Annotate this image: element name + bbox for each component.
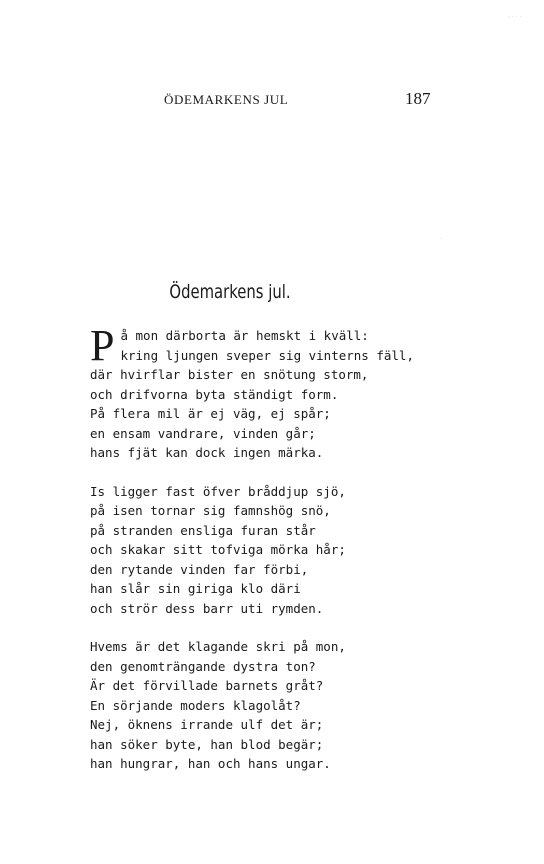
page-number: 187 [405,89,431,108]
verse-line: kring ljungen sveper sig vinterns fäll, [120,347,414,363]
drop-initial: P [90,321,115,370]
speck-mark: · [440,236,442,243]
stanza-2 [90,482,420,619]
verse-line: han hungrar, han och hans ungar. [90,756,331,771]
poem-body [90,321,420,793]
verse-line: å mon därborta är hemskt i kväll: [120,328,369,343]
verse-line: han slår sin giriga klo däri [90,581,301,596]
verse-line: på stranden ensliga furan står [90,522,316,538]
verse-line: Is ligger fast öfver bråddjup sjö, [90,483,346,499]
verse-line: På flera mil är ej väg, ej spår; [90,406,331,421]
verse-line: den rytande vinden far förbi, [90,561,309,577]
verse-line: där hvirflar bister en snötung storm, [90,367,369,382]
verse-line: och skakar sitt tofviga mörka hår; [90,542,346,557]
verse-line: Nej, öknens irrande ulf det är; [90,717,324,732]
running-title: ÖDEMARKENS JUL [164,92,289,107]
verse-line: Hvems är det klagande skri på mon, [90,639,346,654]
verse-line: Är det förvillade barnets gråt? [90,678,324,693]
running-head [0,89,544,112]
verse-line: han söker byte, han blod begär; [90,736,324,752]
verse-line: En sörjande moders klagolåt? [90,697,301,713]
verse-line: och strör dess barr uti rymden. [90,600,324,616]
verse-line: och drifvorna byta ständigt form. [90,386,339,402]
verse-line: en ensam vandrare, vinden går; [90,425,316,441]
stanza-1 [90,321,420,463]
verse-line: den genomträngande dystra ton? [90,658,316,674]
corner-mark: · · · · [508,14,522,21]
verse-line: hans fjät kan dock ingen märka. [90,445,324,460]
stanza-3 [90,637,420,774]
poem-title: Ödemarkens jul. [169,281,291,303]
verse-line: på isen tornar sig famnshög snö, [90,503,331,518]
